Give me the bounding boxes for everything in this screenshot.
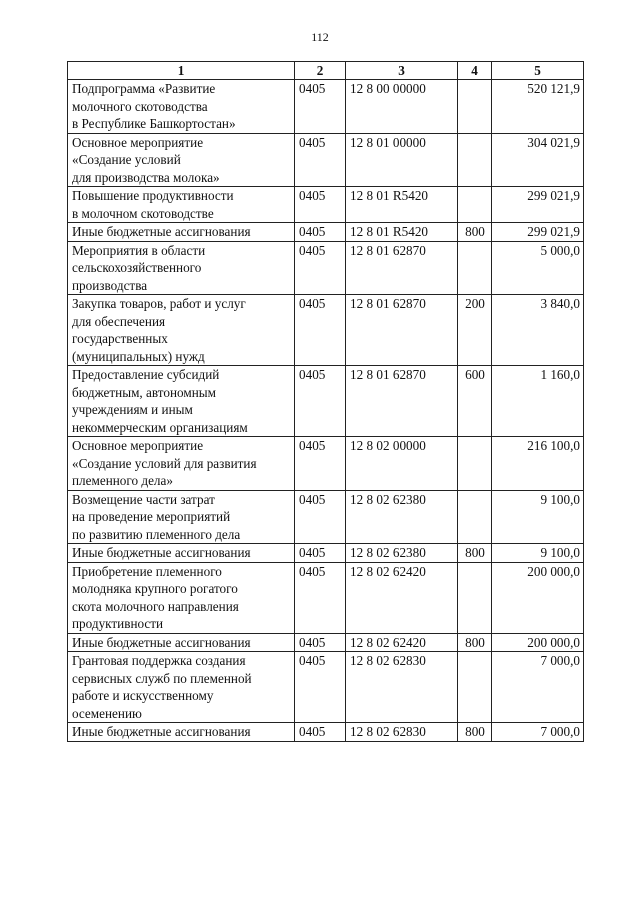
- row-code-cell: 12 8 02 00000: [346, 437, 458, 491]
- row-name-cell: Закупка товаров, работ и услуг для обеспечения государственных (муниципальных) нужд: [68, 295, 295, 366]
- table-header-row: [68, 62, 584, 80]
- row-code-cell: 12 8 02 62420: [346, 633, 458, 652]
- table-row: [68, 544, 584, 563]
- budget-table: [67, 61, 584, 742]
- row-amount-cell: 216 100,0: [492, 437, 584, 491]
- row-code-cell: 12 8 02 62380: [346, 490, 458, 544]
- row-code-cell: 12 8 02 62830: [346, 723, 458, 742]
- row-code-cell: 12 8 01 R5420: [346, 187, 458, 223]
- row-section-cell: 0405: [295, 366, 346, 437]
- table-row: [68, 80, 584, 134]
- row-code-cell: 12 8 01 62870: [346, 295, 458, 366]
- row-name-cell: Основное мероприятие «Создание условий для развития племенного дела»: [68, 437, 295, 491]
- row-amount-cell: 9 100,0: [492, 490, 584, 544]
- row-amount-cell: 299 021,9: [492, 187, 584, 223]
- row-section-cell: 0405: [295, 241, 346, 295]
- table-row: [68, 187, 584, 223]
- row-section-cell: 0405: [295, 652, 346, 723]
- row-name-cell: Приобретение племенного молодняка крупного рогатого скота молочного направления продуктивности: [68, 562, 295, 633]
- row-section-cell: 0405: [295, 723, 346, 742]
- row-name-cell: Иные бюджетные ассигнования: [68, 544, 295, 563]
- row-type-cell: [458, 490, 492, 544]
- row-code-cell: 12 8 01 00000: [346, 133, 458, 187]
- table-row: [68, 633, 584, 652]
- row-type-cell: [458, 133, 492, 187]
- header-col-5: 5: [492, 62, 584, 80]
- row-type-cell: [458, 241, 492, 295]
- header-col-3: 3: [346, 62, 458, 80]
- row-type-cell: [458, 437, 492, 491]
- row-type-cell: 800: [458, 633, 492, 652]
- row-section-cell: 0405: [295, 80, 346, 134]
- row-name-cell: Иные бюджетные ассигнования: [68, 723, 295, 742]
- row-amount-cell: 5 000,0: [492, 241, 584, 295]
- row-name-cell: Иные бюджетные ассигнования: [68, 633, 295, 652]
- row-type-cell: 200: [458, 295, 492, 366]
- row-type-cell: [458, 562, 492, 633]
- row-amount-cell: 9 100,0: [492, 544, 584, 563]
- row-code-cell: 12 8 00 00000: [346, 80, 458, 134]
- row-code-cell: 12 8 02 62830: [346, 652, 458, 723]
- row-section-cell: 0405: [295, 223, 346, 242]
- row-section-cell: 0405: [295, 633, 346, 652]
- row-code-cell: 12 8 01 62870: [346, 241, 458, 295]
- row-section-cell: 0405: [295, 133, 346, 187]
- row-name-cell: Иные бюджетные ассигнования: [68, 223, 295, 242]
- table-body: [68, 80, 584, 742]
- row-amount-cell: 7 000,0: [492, 723, 584, 742]
- table-row: [68, 652, 584, 723]
- row-type-cell: [458, 187, 492, 223]
- table-row: [68, 490, 584, 544]
- row-amount-cell: 1 160,0: [492, 366, 584, 437]
- row-type-cell: [458, 652, 492, 723]
- row-section-cell: 0405: [295, 562, 346, 633]
- row-amount-cell: 520 121,9: [492, 80, 584, 134]
- row-name-cell: Грантовая поддержка создания сервисных служб по племенной работе и искусственному осеменению: [68, 652, 295, 723]
- row-amount-cell: 299 021,9: [492, 223, 584, 242]
- row-name-cell: Мероприятия в области сельскохозяйственного производства: [68, 241, 295, 295]
- row-amount-cell: 7 000,0: [492, 652, 584, 723]
- row-amount-cell: 200 000,0: [492, 562, 584, 633]
- row-name-cell: Предоставление субсидий бюджетным, автономным учреждениям и иным некоммерческим организациям: [68, 366, 295, 437]
- row-type-cell: 800: [458, 223, 492, 242]
- table-row: [68, 223, 584, 242]
- row-code-cell: 12 8 01 62870: [346, 366, 458, 437]
- table-row: [68, 437, 584, 491]
- header-col-1: 1: [68, 62, 295, 80]
- row-section-cell: 0405: [295, 490, 346, 544]
- table-row: [68, 241, 584, 295]
- row-name-cell: Возмещение части затрат на проведение мероприятий по развитию племенного дела: [68, 490, 295, 544]
- header-col-2: 2: [295, 62, 346, 80]
- row-type-cell: [458, 80, 492, 134]
- table-row: [68, 295, 584, 366]
- row-section-cell: 0405: [295, 437, 346, 491]
- row-type-cell: 800: [458, 723, 492, 742]
- row-code-cell: 12 8 02 62420: [346, 562, 458, 633]
- row-section-cell: 0405: [295, 295, 346, 366]
- row-section-cell: 0405: [295, 187, 346, 223]
- table-row: [68, 366, 584, 437]
- table-row: [68, 562, 584, 633]
- row-type-cell: 600: [458, 366, 492, 437]
- table-row: [68, 723, 584, 742]
- row-name-cell: Повышение продуктивности в молочном скотоводстве: [68, 187, 295, 223]
- row-code-cell: 12 8 02 62380: [346, 544, 458, 563]
- table-row: [68, 133, 584, 187]
- row-amount-cell: 3 840,0: [492, 295, 584, 366]
- header-col-4: 4: [458, 62, 492, 80]
- row-section-cell: 0405: [295, 544, 346, 563]
- row-type-cell: 800: [458, 544, 492, 563]
- row-amount-cell: 200 000,0: [492, 633, 584, 652]
- page-number: 112: [311, 30, 329, 44]
- row-amount-cell: 304 021,9: [492, 133, 584, 187]
- row-name-cell: Основное мероприятие «Создание условий для производства молока»: [68, 133, 295, 187]
- row-name-cell: Подпрограмма «Развитие молочного скотоводства в Республике Башкортостан»: [68, 80, 295, 134]
- row-code-cell: 12 8 01 R5420: [346, 223, 458, 242]
